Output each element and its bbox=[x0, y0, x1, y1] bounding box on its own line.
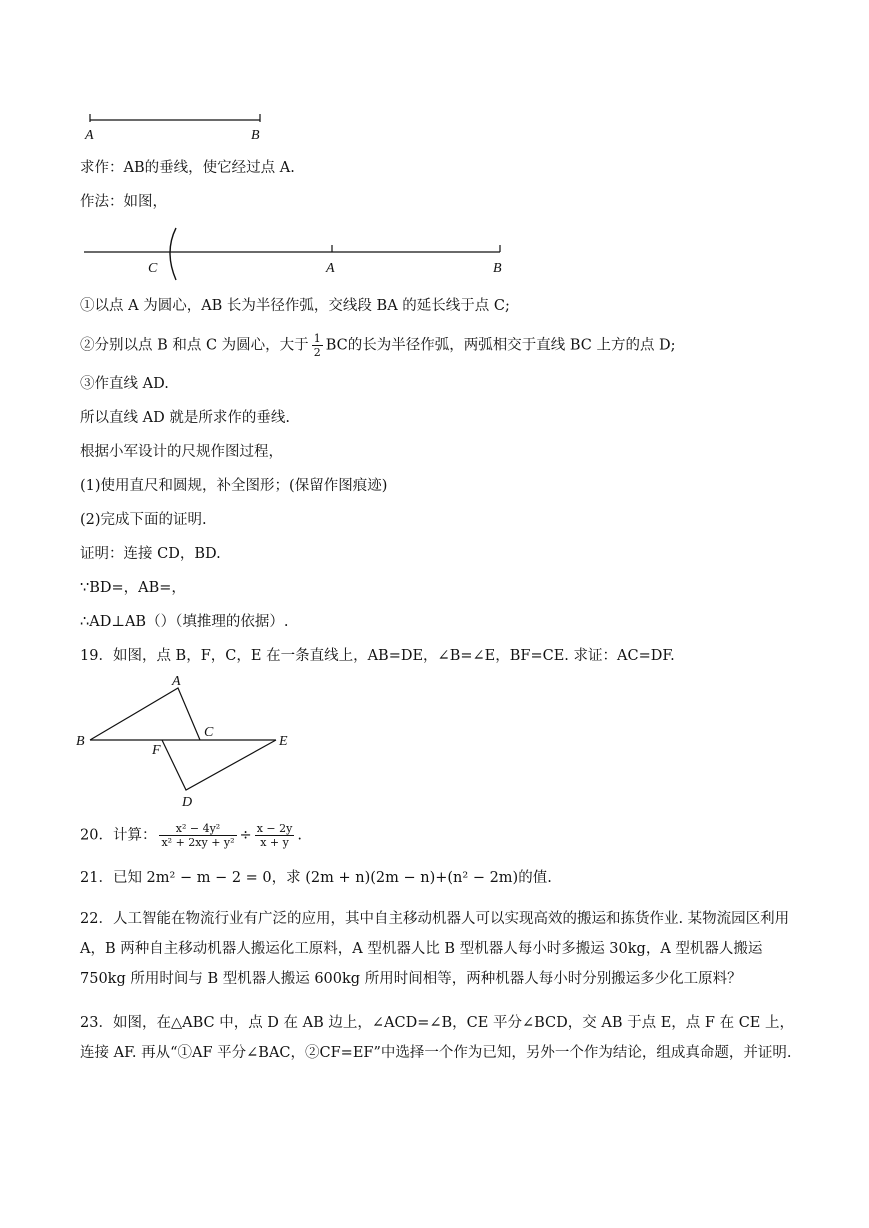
segment-ab-figure bbox=[80, 108, 280, 144]
question-21: 21．已知 2m² − m − 2 = 0，求 (2m + n)(2m − n)+(n² − 2m)的值. bbox=[80, 870, 552, 886]
label-f: F bbox=[152, 743, 161, 758]
question-22: 22．人工智能在物流行业有广泛的应用，其中自主移动机器人可以实现高效的搬运和拣货作业. 某物流园区利用 A，B 两种自主移动机器人搬运化工原料，A 型机器人比 B 型机器人每小时多搬运 30kg，A 型机器人搬运 750kg 所用时间与 B 型机器人搬运 600kg 所用时间相等，两种机器人每小时分别搬运多少化工原料？ bbox=[80, 911, 790, 987]
part-1: (1)使用直尺和圆规，补全图形；(保留作图痕迹) bbox=[80, 478, 388, 494]
label-c: C bbox=[204, 725, 214, 740]
question-23: 23．如图，在△ABC 中，点 D 在 AB 边上，∠ACD=∠B，CE 平分∠BCD，交 AB 于点 E，点 F 在 CE 上，连接 AF. 再从“①AF 平分∠BAC，②CF=EF”中选择一个作为已知，另外一个作为结论，组成真命题，并证明. bbox=[80, 1015, 794, 1061]
step-1: ①以点 A 为圆心，AB 长为半径作弧，交线段 BA 的延长线于点 C; bbox=[80, 298, 510, 314]
instruction: 根据小军设计的尺规作图过程， bbox=[80, 444, 283, 460]
label-a: A bbox=[326, 261, 335, 276]
label-c: C bbox=[148, 261, 158, 276]
proof-line-1: 证明：连接 CD，BD. bbox=[80, 546, 221, 562]
label-e: E bbox=[279, 734, 288, 749]
question-20 bbox=[80, 822, 302, 849]
fraction-1: $\frac{\text{x² − 4y²}}{\text{x² + 2xy + y²}}$ bbox=[161, 822, 235, 849]
step-2-text-a: ②分别以点 B 和点 C 为圆心，大于 bbox=[80, 337, 309, 354]
fraction-2: $\frac{x - 2y}{x + y}$ bbox=[256, 822, 293, 849]
label-b: B bbox=[76, 734, 85, 749]
q20-suffix: . bbox=[297, 827, 302, 844]
step-2 bbox=[80, 332, 676, 359]
q20-prefix: 20．计算： bbox=[80, 827, 157, 844]
label-b: B bbox=[493, 261, 502, 276]
task-statement: 求作：AB的垂线，使它经过点 A. bbox=[80, 160, 295, 176]
half-fraction: $\frac{1}{2}$ bbox=[313, 332, 321, 359]
label-b: B bbox=[251, 128, 260, 143]
part-2: (2)完成下面的证明. bbox=[80, 512, 207, 528]
divide-sign: ÷ bbox=[239, 827, 252, 844]
conclusion: 所以直线 AD 就是所求作的垂线. bbox=[80, 410, 290, 426]
proof-line-2: ∵BD=，AB=， bbox=[80, 580, 186, 596]
triangles-figure bbox=[72, 672, 302, 812]
question-19: 19．如图，点 B，F，C，E 在一条直线上，AB=DE，∠B=∠E，BF=CE. 求证：AC=DF. bbox=[80, 648, 675, 664]
label-a: A bbox=[172, 674, 181, 689]
proof-line-3: ∴AD⊥AB（）（填推理的依据）. bbox=[80, 614, 289, 630]
step-2-text-b: BC的长为半径作弧，两弧相交于直线 BC 上方的点 D; bbox=[325, 337, 676, 354]
step-3: ③作直线 AD. bbox=[80, 376, 169, 392]
method-intro: 作法：如图， bbox=[80, 194, 167, 210]
construction-figure bbox=[80, 222, 520, 284]
label-d: D bbox=[182, 795, 193, 810]
label-a: A bbox=[85, 128, 94, 143]
